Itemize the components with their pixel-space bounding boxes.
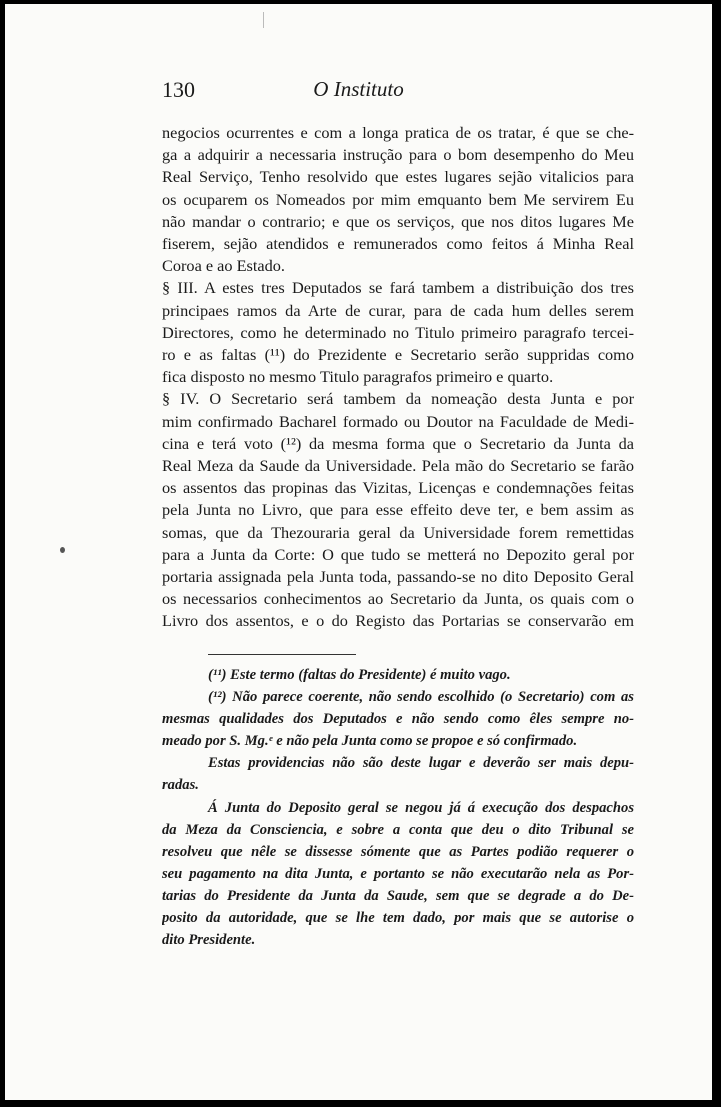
book-page <box>5 4 712 1100</box>
body-line: os necessarios conhecimentos ao Secretario da Junta, os quais com o <box>162 589 634 609</box>
body-line: § IV. O Secretario será tambem da nomeação desta Junta e por <box>162 389 634 409</box>
footnote-paragraph-line: Á Junta do Deposito geral se negou já á execução dos despachos <box>208 799 634 816</box>
body-line: cina e terá voto (¹²) da mesma forma que o Secretario da Junta da <box>162 433 634 453</box>
body-line: fiserem, sejão atendidos e remunerados como feitos á Minha Real <box>162 234 634 254</box>
page-header <box>5 77 712 107</box>
footnote-paragraph-line: dito Presidente. <box>162 932 256 949</box>
body-line: os assentos das propinas das Vizitas, Licenças e condemnações feitas <box>162 478 634 498</box>
body-line: Real Meza da Saude da Universidade. Pela mão do Secretario se farão <box>162 456 634 476</box>
body-line: Directores, como he determinado no Titulo primeiro paragrafo tercei- <box>162 322 634 342</box>
body-line: principaes ramos da Arte de curar, para de cada hum delles serem <box>162 300 634 320</box>
footnote-paragraph-line: resolveu que nêle se dissesse sómente que as Partes podião requerer o <box>162 843 634 860</box>
footnote-11: (¹¹) Este termo (faltas do Presidente) é muito vago. <box>208 667 511 683</box>
ink-speck <box>60 547 65 553</box>
body-line: fica disposto no mesmo Titulo paragrafos primeiro e quarto. <box>162 367 554 387</box>
body-line: mim confirmado Bacharel formado ou Doutor na Faculdade de Medi- <box>162 411 634 431</box>
footnote-paragraph-line: radas. <box>162 777 199 794</box>
body-line: portaria assignada pela Junta toda, passando-se no dito Deposito Geral <box>162 567 634 587</box>
body-text <box>162 122 634 633</box>
footnote-paragraph-line: da Meza da Consciencia, e sobre a conta que deu o dito Tribunal se <box>162 821 634 838</box>
body-line: ga a adquirir a necessaria instrução para o bom desempenho do Meu <box>162 145 634 165</box>
footnote-paragraph-line: tarias do Presidente da Junta da Saude, sem que se degrade a do De- <box>162 887 634 904</box>
footnote-12-line: (¹²) Não parece coerente, não sendo escolhido (o Secretario) com as <box>208 689 634 706</box>
footnote-paragraph-line: Estas providencias não são deste lugar e deverão ser mais depu- <box>208 755 634 772</box>
body-line: Real Serviço, Tenho resolvido que estes lugares sejão vitalicios para <box>162 167 634 187</box>
body-line: ro e as faltas (¹¹) do Prezidente e Secretario serão suppridas como <box>162 345 634 365</box>
footnote-12-line: mesmas qualidades dos Deputados e não sendo como êles sempre no- <box>162 711 634 728</box>
running-title: O Instituto <box>313 77 404 101</box>
body-line: Livro dos assentos, e o do Registo das Portarias se conservarão em <box>162 611 634 631</box>
page-number: 130 <box>162 77 195 102</box>
body-line: não mandar o contrario; e que os serviços, que nos ditos lugares Me <box>162 211 634 231</box>
body-line: os ocuparem os Nomeados por mim emquanto bem Me servirem Eu <box>162 189 634 209</box>
body-line: Coroa e ao Estado. <box>162 256 285 276</box>
footnotes <box>162 664 634 951</box>
footnote-separator <box>208 654 356 655</box>
page-mark <box>263 12 264 28</box>
footnote-paragraph-line: seu pagamento na dita Junta, e portanto se não executarão nela as Por- <box>162 865 634 882</box>
body-line: pela Junta no Livro, que para esse effeito deve ter, e bem assim as <box>162 500 634 520</box>
footnote-paragraph-line: posito da autoridade, que se lhe tem dado, por mais que se autorise o <box>162 910 634 927</box>
body-line: somas, que da Thezouraria geral da Universidade forem remettidas <box>162 522 634 542</box>
footnote-12-line: meado por S. Mg.ᵉ e não pela Junta como se propoe e só confirmado. <box>162 733 578 750</box>
body-line: § III. A estes tres Deputados se fará tambem a distribuição dos tres <box>162 278 634 298</box>
body-line: negocios ocurrentes e com a longa pratica de os tratar, é que se che- <box>162 123 634 142</box>
body-line: para a Junta da Corte: O que tudo se metterá no Depozito geral por <box>162 544 634 564</box>
